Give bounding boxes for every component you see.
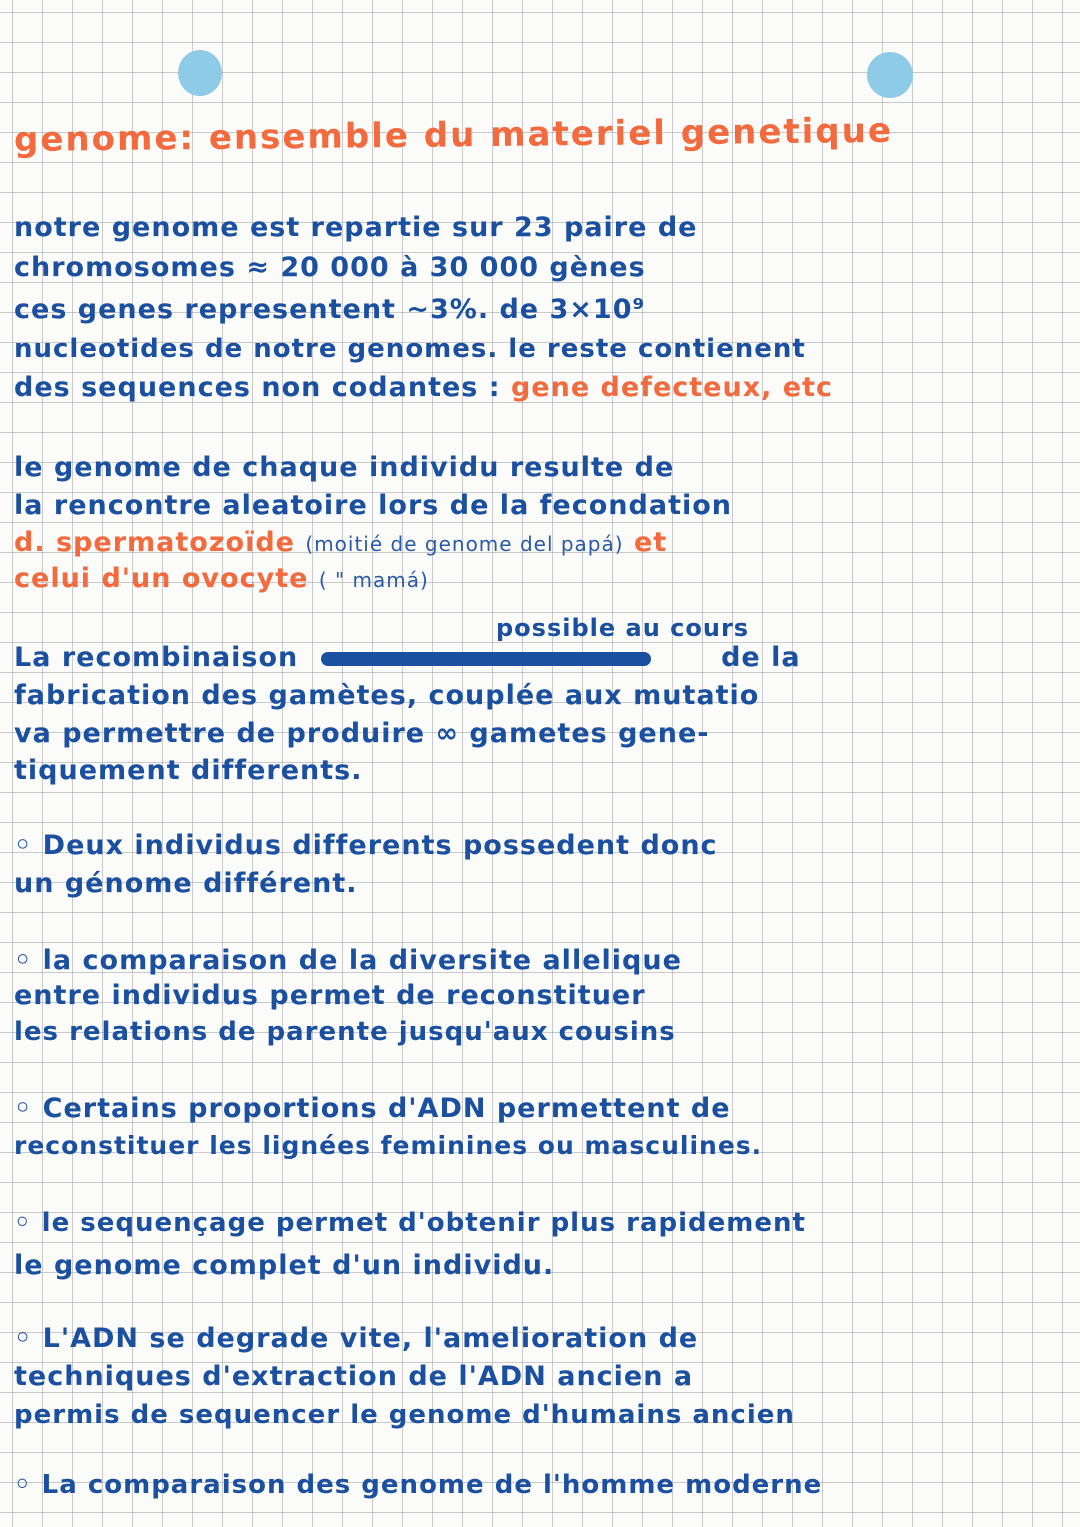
p3-insertion: possible au cours — [496, 614, 750, 642]
p1-line-2: chromosomes ≈ 20 000 à 30 000 gènes — [14, 252, 646, 283]
p2-line-4 — [14, 563, 429, 594]
p2-note-papa: (moitié de genome del papá) — [305, 532, 624, 556]
bullet-3-line-2: reconstituer les lignées feminines ou masculines. — [14, 1131, 763, 1160]
bullet-5-line-2: techniques d'extraction de l'ADN ancien a — [14, 1361, 694, 1392]
p3-line-4: tiquement differents. — [14, 755, 363, 786]
p3-line-1-end: de la — [721, 642, 801, 673]
p3-line-3: va permettre de produire ∞ gametes gene- — [14, 718, 710, 749]
p1-line-1: notre genome est repartie sur 23 paire de — [14, 212, 698, 243]
bullet-4-line-2: le genome complet d'un individu. — [14, 1250, 555, 1281]
punch-hole-left — [178, 50, 222, 96]
p1-line-5-text: des sequences non codantes : — [14, 372, 501, 403]
punch-hole-right — [867, 52, 913, 98]
bullet-2-line-3: les relations de parente jusqu'aux cousins — [14, 1017, 676, 1047]
p2-line-1: le genome de chaque individu resulte de — [14, 452, 675, 483]
p3-line-2: fabrication des gamètes, couplée aux mutatio — [14, 680, 760, 711]
bullet-3-line-1: ◦ Certains proportions d'ADN permettent de — [14, 1093, 731, 1124]
p2-line-2: la rencontre aleatoire lors de la fecondation — [14, 490, 732, 521]
p1-line-5 — [14, 372, 833, 403]
p2-note-mama: ( " mamá) — [318, 568, 429, 592]
p2-ovocyte: celui d'un ovocyte — [14, 563, 309, 594]
page-title: genome: ensemble du materiel genetique — [13, 110, 894, 160]
p1-line-3: ces genes representent ~3%. de 3×10⁹ — [14, 294, 646, 325]
bullet-1-line-1: ◦ Deux individus differents possedent donc — [14, 830, 718, 861]
p2-spermatozoid: d. spermatozoïde — [14, 527, 295, 558]
bullet-5-line-1: ◦ L'ADN se degrade vite, l'amelioration de — [14, 1323, 699, 1354]
p2-and: et — [633, 527, 668, 558]
bullet-2-line-2: entre individus permet de reconstituer — [14, 980, 646, 1011]
strikethrough-scribble — [321, 652, 651, 666]
bullet-2-line-1: ◦ la comparaison de la diversite allelique — [14, 945, 682, 976]
p1-line-4: nucleotides de notre genomes. le reste contienent — [14, 334, 806, 364]
p3-line-1 — [14, 642, 801, 673]
bullet-4-line-1: ◦ le sequençage permet d'obtenir plus rapidement — [14, 1208, 806, 1238]
p2-line-3 — [14, 527, 667, 558]
p3-line-1-start: La recombinaison — [14, 642, 299, 673]
bullet-6-line-1: ◦ La comparaison des genome de l'homme moderne — [14, 1470, 823, 1500]
bullet-5-line-3: permis de sequencer le genome d'humains ancien — [14, 1400, 795, 1430]
p1-highlight: gene defecteux, etc — [510, 372, 833, 403]
bullet-1-line-2: un génome différent. — [14, 868, 358, 899]
